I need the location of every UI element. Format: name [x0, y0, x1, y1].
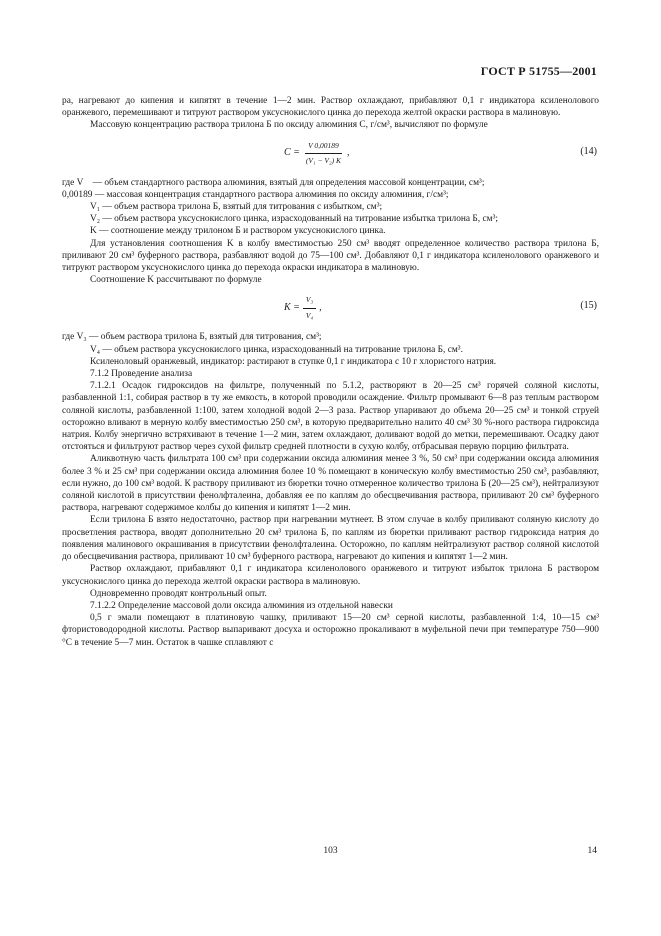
formula-15 [62, 290, 599, 328]
paragraph: Раствор охлаждают, прибавляют 0,1 г индикатора ксиленолового оранжевого и титруют избыток трилона Б раствором уксуснокислого цинка до перехода желтой окраски раствора в малиновую. [62, 564, 599, 587]
formula-lhs: K = [284, 302, 300, 314]
definition-text: соотношение между трилоном Б и раствором уксуснокислого цинка. [110, 226, 386, 237]
definition-item [62, 331, 599, 343]
formula-number: (14) [580, 145, 597, 157]
definition-text: объем раствора трилона Б, взятый для титрования, см³; [100, 332, 322, 343]
definition-symbol: где V₃ — [62, 332, 101, 343]
paragraph: Ксиленоловый оранжевый, индикатор: растирают в ступке 0,1 г индикатора с 10 г хлористого натрия. [90, 356, 497, 367]
paragraph: Соотношение K рассчитывают по формуле [90, 275, 262, 286]
paragraph: Аликвотную часть фильтрата 100 см³ при содержании оксида алюминия менее 3 %, 50 см³ при содержании оксида алюминия более 3 % и 25 см³ при содержании оксида алюминия более 10 % помещают в коническую колбу вместимостью 250 см³, разбавляют, если нужно, до 100 см³ водой. К раствору приливают из бюретки точно отмеренное количество трилона Б (20—25 см³), нейтрализуют соляной кислотой в присутствии фенолфталеина, добавляя ее по каплям до обесцвечивания раствора, приливают 20 см³ буферного раствора, нагревают содержимое колбы до кипения и кипятят 1—2 мин. [62, 454, 599, 514]
section-heading: 7.1.2 Проведение анализа [90, 369, 193, 380]
paragraph: 0,5 г эмали помещают в платиновую чашку, приливают 15—20 см³ серной кислоты, разбавленной 1:4, 10—15 см³ фтористоводородной кислоты. Раствор выпаривают досуха и осторожно прокаливают в муфельной печи при температуре 750—900 °С в течение 5—7 мин. Остаток в чашке сплавляют с [62, 613, 599, 648]
formula-14 [62, 136, 599, 174]
definition-item [62, 189, 599, 201]
formula-denominator: V₄ [305, 310, 314, 320]
paragraph: Одновременно проводят контрольный опыт. [90, 588, 267, 599]
formula-fraction [303, 294, 316, 321]
definition-symbol: V₁ — [90, 202, 115, 213]
standard-designation: ГОСТ Р 51755—2001 [480, 64, 597, 78]
paragraph: Массовую концентрацию раствора трилона Б по оксиду алюминия C, г/см³, вычисляют по формуле [90, 120, 488, 131]
page-number: 103 [323, 846, 338, 856]
formula-denominator: (V₁ − V₂) K [305, 155, 341, 165]
definition-symbol: V₂ — [90, 214, 115, 225]
definition-item [62, 213, 599, 225]
paragraph: Для установления соотношения K в колбу вместимостью 250 см³ вводят определенное количество раствора трилона Б, приливают 20 см³ буферного раствора, разбавляют водой до 75—100 см³. Добавляют 0,1 г индикатора ксиленолового оранжевого и титруют раствором уксуснокислого цинка до перехода окраски индикатора в малиновую. [62, 238, 599, 274]
formula-numerator: V 0,00189 [305, 140, 342, 154]
section-heading: 7.1.2.2 Определение массовой доли оксида алюминия из отдельной навески [90, 600, 393, 611]
formula-tail: , [319, 302, 322, 314]
document-body [62, 95, 599, 649]
definition-symbol: где V — [62, 177, 105, 188]
formula-tail: , [346, 147, 350, 159]
definition-text: объем раствора трилона Б, взятый для титрования с избытком, см³; [114, 202, 383, 213]
formula-14-definitions [62, 177, 599, 238]
paragraph: 7.1.2.1 Осадок гидроксидов на фильтре, полученный по 5.1.2, растворяют в 20—25 см³ горячей соляной кислоты, разбавленной 1:1, собирая раствор в ту же емкость, в которой проводили осаждение. Фильтр промывают 6—8 раз теплым раствором соляной кислоты, разбавленной 1:100, затем холодной водой 2—3 раза. Раствор упаривают до объема 20—25 см³ и тонкой струей осторожно вливают в мерную колбу вместимостью 250 см³, в которую предварительно налито 40 см³ 30 %-ного раствора гидроксида натрия. Колбу энергично встряхивают в течение 1—2 мин, затем охлаждают, доливают водой до метки, перемешивают. Осадку дают отстояться и фильтруют раствор через сухой фильтр средней плотности в сухую колбу, отбрасывая первую порцию фильтрата. [62, 381, 599, 453]
formula-fraction [303, 140, 344, 167]
paragraph: Если трилона Б взято недостаточно, раствор при нагревании мутнеет. В этом случае в колбу приливают соляную кислоту до просветления раствора, вводят дополнительно 20 см³ трилона Б, по каплям из бюретки приливают раствор гидроксида натрия до появления малинового окрашивания в присутствии фенолфталеина. Осторожно, по каплям нейтрализуют раствор соляной кислотой до обесцвечивания раствора, приливают 10 см³ буферного раствора, нагревают до кипения и кипятят 1—2 мин. [62, 515, 599, 563]
definition-text: объем раствора уксуснокислого цинка, израсходованный на титрование трилона Б, см³. [114, 344, 463, 355]
formula-number: (15) [580, 300, 597, 312]
definition-symbol: V₄ — [90, 344, 115, 355]
formula-lhs: C = [284, 147, 300, 159]
sheet-number: 14 [587, 846, 597, 856]
definition-symbol: K — [90, 226, 111, 237]
definition-text: массовая концентрация стандартного раствора алюминия по оксиду алюминия, г/см³; [106, 189, 449, 200]
definition-item [62, 344, 599, 356]
definition-symbol: 0,00189 — [62, 189, 107, 200]
definition-item [62, 177, 599, 189]
formula-numerator: V₃ [303, 294, 316, 308]
definition-text: объем раствора уксуснокислого цинка, израсходованный на титрование избытка трилона Б, см³; [114, 214, 499, 225]
definition-item [62, 225, 599, 237]
definition-text: объем стандартного раствора алюминия, взятый для определения массовой концентрации, см³; [104, 177, 485, 188]
paragraph: ра, нагревают до кипения и кипятят в течение 1—2 мин. Раствор охлаждают, прибавляют 0,1 г индикатора ксиленолового оранжевого, перемешивают и титруют раствором уксуснокислого цинка до перехода желтой окраски раствора в малиновую. [62, 96, 599, 119]
definition-item [62, 201, 599, 213]
formula-15-definitions [62, 331, 599, 355]
